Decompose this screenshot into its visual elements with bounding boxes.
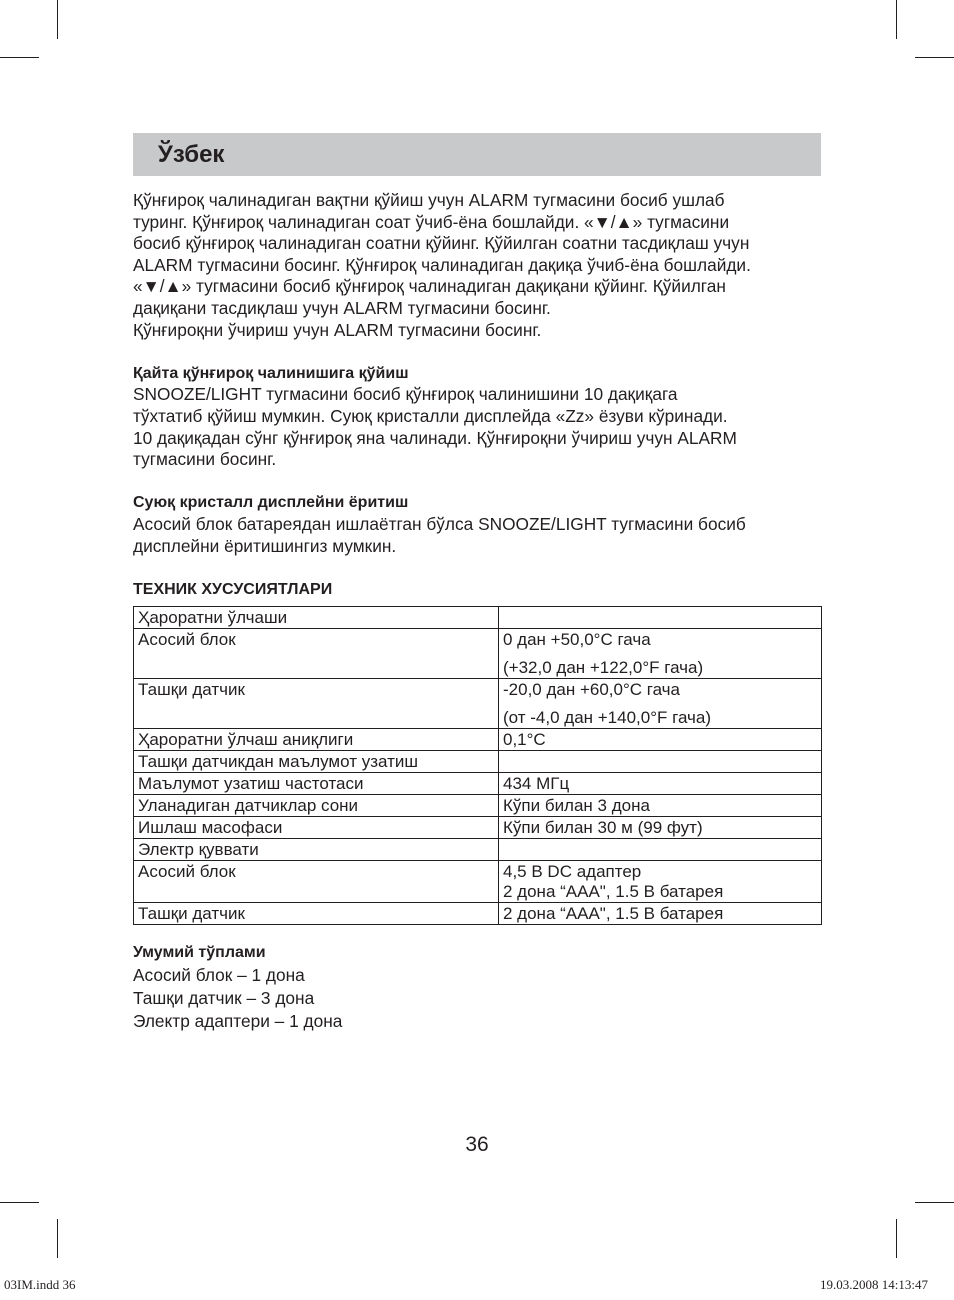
spec-label: Ташқи датчикдан маълумот узатиш [134,751,499,773]
spec-label: Маълумот узатиш частотаси [134,773,499,795]
page-title: Ўзбек [158,141,225,168]
spec-label: Ҳароратни ўлчаши [134,607,499,629]
table-row [134,861,822,903]
crop-mark-top-right-horizontal [915,57,954,58]
table-row [134,679,822,729]
intro-line: туринг. Қўнғироқ чалинадиган соат ўчиб-ёна бошлайди. «▼/▲» тугмасини [133,211,730,232]
spec-label: Асосий блок [134,629,499,679]
snooze-line: тугмасини босинг. [133,449,277,470]
intro-line: Қўнғироқ чалинадиган вақтни қўйиш учун ALARM тугмасини босиб ушлаб [133,190,725,210]
spec-label: Уланадиган датчиклар сони [134,795,499,817]
backlight-line: Асосий блок батареядан ишлаётган бўлса SNOOZE/LIGHT тугмасини босиб [133,513,746,534]
table-row [134,773,822,795]
table-row [134,839,822,861]
spec-label: Ҳароратни ўлчаш аниқлиги [134,729,499,751]
snooze-line: тўхтатиб қўйиш мумкин. Суюқ кристалли дисплейда «Zz» ёзуви кўринади. [133,405,728,426]
package-contents-section [133,942,823,1033]
specifications-section [133,579,823,926]
spec-label: Асосий блок [134,861,499,903]
spec-value: 0,1°С [499,729,822,751]
crop-mark-bottom-right-horizontal [915,1202,954,1203]
package-heading: Умумий тўплами [133,944,266,962]
intro-line: ALARM тугмасини босинг. Қўнғироқ чалинадиган дақиқа ўчиб-ёна бошлайди. [133,254,751,275]
table-row [134,607,822,629]
package-item: Ташқи датчик – 3 дона [133,987,315,1008]
backlight-section [133,492,823,557]
table-row [134,795,822,817]
spec-value [499,751,822,773]
table-row [134,751,822,773]
slug-file-info: 03IM.indd 36 [4,1277,76,1292]
snooze-line: SNOOZE/LIGHT тугмасини босиб қўнғироқ чалинишини 10 дақиқага [133,384,678,405]
intro-line: Қўнғироқни ўчириш учун ALARM тугмасини босинг. [133,319,542,340]
spec-value [499,607,822,629]
slug-timestamp: 19.03.2008 14:13:47 [820,1277,928,1292]
crop-mark-top-left-horizontal [0,57,39,58]
document-body [133,190,823,1033]
spec-value: -20,0 дан +60,0°С гача (от -4,0 дан +140,0°F гача) [499,679,822,729]
spec-label: Ташқи датчик [134,679,499,729]
crop-mark-top-right-vertical [896,0,897,39]
intro-line: «▼/▲» тугмасини босиб қўнғироқ чалинадиган дақиқани қўйинг. Қўйилган [133,276,726,297]
spec-label: Ташқи датчик [134,903,499,925]
spec-value: 0 дан +50,0°С гача (+32,0 дан +122,0°F гача) [499,629,822,679]
intro-line: дақиқани тасдиқлаш учун ALARM тугмасини босинг. [133,297,551,318]
table-row [134,903,822,925]
spec-label: Ишлаш масофаси [134,817,499,839]
spec-label: Электр қуввати [134,839,499,861]
snooze-heading: Қайта қўнғироқ чалинишига қўйиш [133,364,409,382]
crop-mark-top-left-vertical [57,0,58,39]
backlight-heading: Суюқ кристалл дисплейни ёритиш [133,494,409,512]
crop-mark-bottom-right-vertical [896,1219,897,1258]
spec-value: Кўпи билан 3 дона [499,795,822,817]
intro-line: босиб қўнғироқ чалинадиган соатни қўйинг. Қўйилган соатни тасдиқлаш учун [133,233,750,254]
snooze-line: 10 дақиқадан сўнг қўнғироқ яна чалинади. Қўнғироқни ўчириш учун ALARM [133,427,737,448]
backlight-line: дисплейни ёритишингиз мумкин. [133,535,397,556]
package-item: Асосий блок – 1 дона [133,964,305,985]
specifications-heading: ТЕХНИК ХУСУСИЯТЛАРИ [133,580,333,598]
table-row [134,817,822,839]
spec-value: 2 дона “AAA", 1.5 В батарея [499,903,822,925]
crop-mark-bottom-left-vertical [57,1219,58,1258]
crop-mark-bottom-left-horizontal [0,1202,39,1203]
language-header-bar [133,133,821,176]
spec-value: 4,5 В DC адаптер 2 дона “AAA", 1.5 В батарея [499,861,822,903]
spec-value: 434 МГц [499,773,822,795]
alarm-setting-section [133,190,823,341]
spec-value: Кўпи билан 30 м (99 фут) [499,817,822,839]
spec-value [499,839,822,861]
table-row [134,729,822,751]
page-number: 36 [465,1133,489,1156]
specifications-table [133,606,822,925]
table-row [134,629,822,679]
snooze-section [133,363,823,471]
package-item: Электр адаптери – 1 дона [133,1010,343,1031]
